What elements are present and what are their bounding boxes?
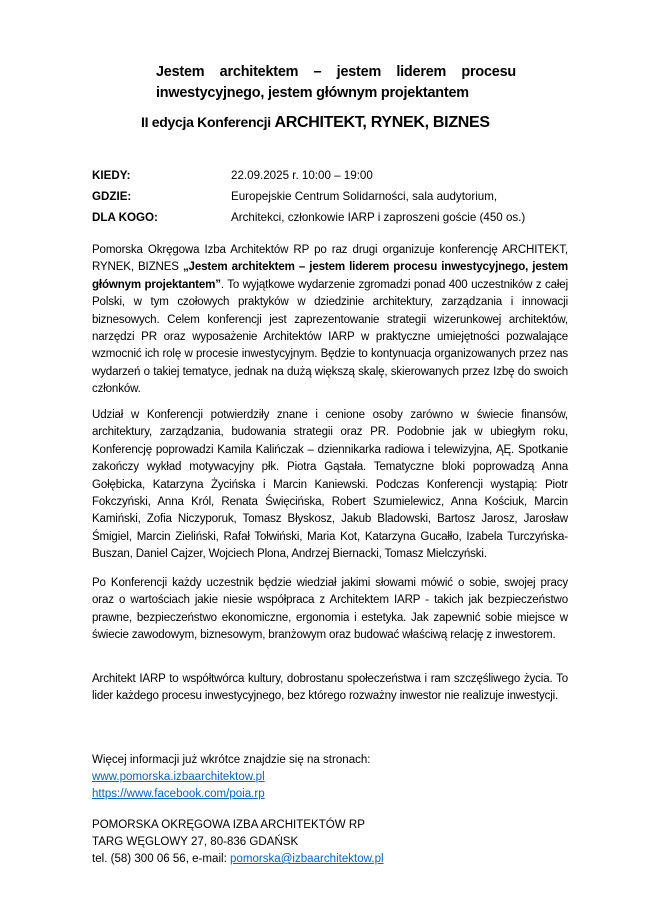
more-info-intro: Więcej informacji już wkrótce znajdzie się na stronach: bbox=[92, 754, 371, 766]
paragraph-speakers: Udział w Konferencji potwierdziły znane i cenione osoby zarówno w świecie finansów, architektury, zarządzania, budowania strategii oraz PR. Podobnie jak w ubiegłym roku, Konferencję poprowadzi Kamila Kalińczak – dziennikarka radiowa i telewizyjna, ĄĘ. Spotkanie zakończy wykład motywacyjny płk. Piotra Gąstała. Tematyczne bloki poprowadzą Anna Gołębicka, Katarzyna Życińska i Marcin Kaniewski. Podczas Konferencji wystąpią: Piotr Fokczyński, Anna Król, Renata Święcińska, Robert Szumielewicz, Anna Kościuk, Marcin Kamiński, Zofia Niczyporuk, Tomasz Błyskosz, Jakub Bladowski, Bartosz Jarosz, Jarosław Śmigiel, Marcin Zieliński, Rafał Tołwiński, Maria Kot, Katarzyna Gucałło, Izabela Turczyńska-Buszan, Daniel Cajzer, Wojciech Plona, Andrzej Biernacki, Tomasz Mielczyński. bbox=[92, 409, 568, 561]
facebook-link[interactable]: https://www.facebook.com/poia.rp bbox=[92, 788, 265, 800]
paragraph-text: . To wyjątkowe wydarzenie zgromadzi ponad 400 uczestników z całej Polski, w tym czołowych praktyków w dziedzinie architektury, zarządzania i innowacji biznesowych. Celem konferencji jest zaprezentowanie strategii wizerunkowej architektów, narzędzi PR oraz wyposażenie Architektów IARP w praktyczne umiejętności pozwalające wzmocnić ich rolę w procesie inwestycyjnym. Będzie to kontynuacja organizowanych przez nas wydarzeń o takiej tematyce, jednak na dużą większą skalę, skierowanych przez Izbę do swoich członków. bbox=[92, 278, 568, 396]
paragraph-intro bbox=[92, 242, 568, 399]
info-label: KIEDY: bbox=[92, 169, 131, 182]
info-value: 22.09.2025 r. 10:00 – 19:00 bbox=[231, 169, 373, 182]
info-row-where bbox=[92, 189, 562, 205]
paragraph-benefits: Po Konferencji każdy uczestnik będzie wiedział jakimi słowami mówić o sobie, swojej pracy oraz o wartościach jakie niesie współpraca z Architektem IARP - takich jak bezpieczeństwo prawne, bezpieczeństwo ekonomiczne, ergonomia i estetyka. Jak zapewnić sobie miejsce w świecie zawodowym, biznesowym, branżowym oraz budować właściwą relację z inwestorem. bbox=[92, 577, 568, 642]
info-value: Architekci, członkowie IARP i zaproszeni goście (450 os.) bbox=[231, 211, 526, 224]
info-label: DLA KOGO: bbox=[92, 211, 158, 224]
document-subtitle bbox=[141, 112, 490, 133]
footer-address: TARG WĘGLOWY 27, 80-836 GDAŃSK bbox=[92, 836, 299, 848]
document-title bbox=[156, 62, 516, 104]
more-info-link-facebook[interactable] bbox=[92, 786, 265, 803]
info-row-when bbox=[92, 168, 562, 184]
email-link[interactable]: pomorska@izbaarchitektow.pl bbox=[230, 853, 384, 865]
info-row-audience bbox=[92, 210, 562, 226]
subtitle-prefix: II edycja Konferencji bbox=[141, 114, 271, 130]
subtitle-main: ARCHITEKT, RYNEK, BIZNES bbox=[274, 114, 490, 131]
footer-contact-text: tel. (58) 300 06 56, e-mail: bbox=[92, 853, 230, 865]
title-line-2: inwestycyjnego, jestem głównym projektantem bbox=[156, 85, 469, 101]
info-label: GDZIE: bbox=[92, 190, 132, 203]
conference-motto: „Jestem architektem – jestem liderem procesu inwestycyjnego, jestem głównym projektantem” bbox=[92, 261, 568, 291]
more-info-link-website[interactable] bbox=[92, 769, 265, 786]
paragraph-architect-role: Architekt IARP to współtwórca kultury, dobrostanu społeczeństwa i ram szczęśliwego życia. To lider każdego procesu inwestycyjnego, bez którego rozważny inwestor nie realizuje inwestycji. bbox=[92, 673, 568, 703]
footer-org-name: POMORSKA OKRĘGOWA IZBA ARCHITEKTÓW RP bbox=[92, 819, 365, 831]
footer-contact bbox=[92, 851, 384, 868]
website-link[interactable]: www.pomorska.izbaarchitektow.pl bbox=[92, 771, 265, 783]
title-line-1: Jestem architektem – jestem liderem procesu bbox=[156, 64, 516, 80]
info-value: Europejskie Centrum Solidarności, sala audytorium, bbox=[231, 190, 498, 203]
paragraph-text: Pomorska Okręgowa Izba Architektów RP po raz drugi organizuje konferencję ARCHITEKT, RYNEK, BIZNES bbox=[92, 244, 568, 274]
